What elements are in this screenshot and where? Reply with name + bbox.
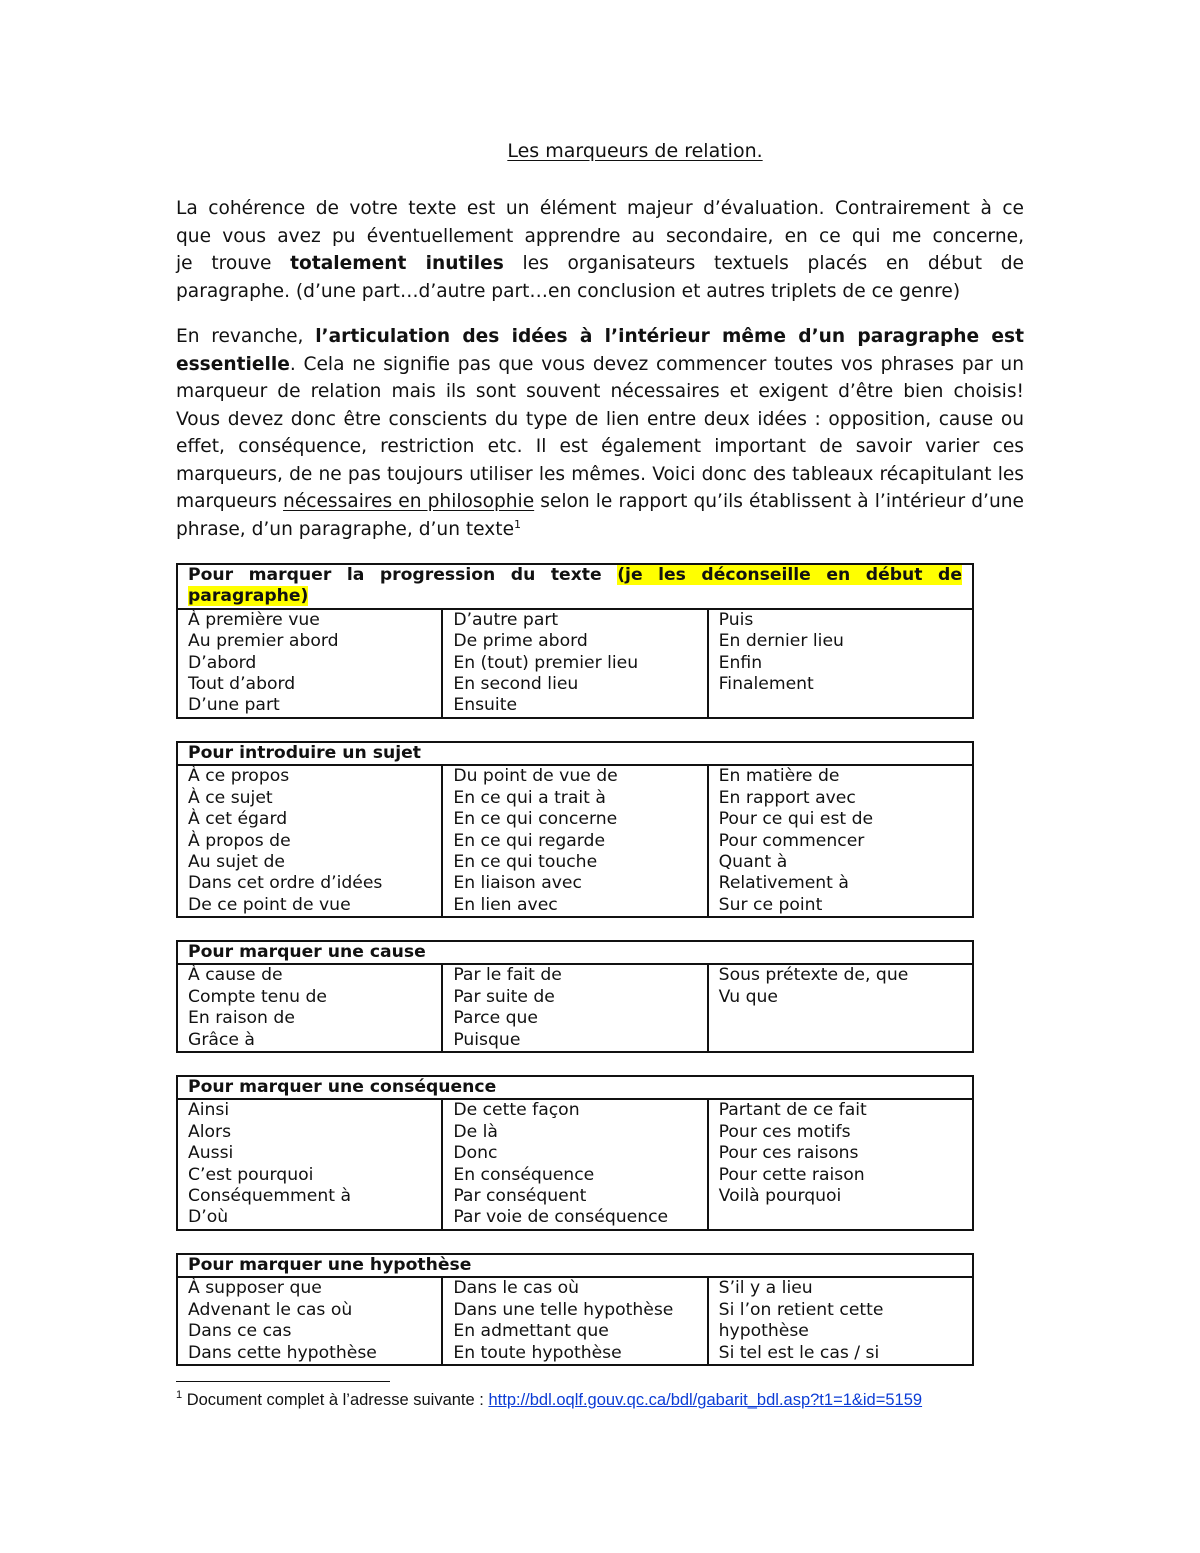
articulation-intro: En revanche, [176,326,304,347]
header-highlight: (je les déconseille en début de paragraphe) [188,565,962,607]
marker-item: S’il y a lieu [718,1278,813,1299]
marker-item: C’est pourquoi [188,1164,314,1185]
table-cause [176,940,974,1053]
marker-item: À supposer que [188,1278,322,1299]
footnote-link[interactable]: http://bdl.oqlf.gouv.qc.ca/bdl/gabarit_bdl.asp?t1=1&id=5159 [488,1391,923,1409]
marker-item: À propos de [188,830,291,851]
table-column [442,1277,707,1365]
marker-item: D’où [188,1207,229,1228]
marker-item: En ce qui touche [453,852,598,873]
table-header [177,564,973,609]
marker-item: Donc [453,1143,498,1164]
marker-item: Sur ce point [718,894,823,915]
marker-item: Au premier abord [188,631,339,652]
table-header: Pour marquer une hypothèse [177,1254,973,1277]
table-header: Pour introduire un sujet [177,742,973,765]
marker-item: En ce qui concerne [453,809,618,830]
table-column [708,1277,973,1365]
table-column [442,964,707,1052]
marker-item: À première vue [188,609,320,630]
marker-item: Ainsi [188,1100,230,1121]
marker-item: Finalement [718,674,814,695]
marker-item: En lien avec [453,894,558,915]
marker-item: Pour cette raison [718,1164,865,1185]
intro-paragraph [176,195,1024,305]
table-column [177,765,442,917]
table-column [177,1277,442,1365]
marker-item: Dans cette hypothèse [188,1342,377,1363]
table-hypothesis [176,1253,974,1366]
marker-item: Si tel est le cas / si [718,1342,880,1363]
articulation-body: . Cela ne signifie pas que vous devez commencer toutes vos phrases par un marqueur de relation mais ils sont souvent nécessaires et exigent d’être bien choisis! Vous devez donc être conscients du type de lien entre deux idées : opposition, cause ou effet, conséquence, restriction etc. Il est également important de savoir varier ces marqueurs, de ne pas toujours utiliser les mêmes. Voici donc des tableaux récapitulant les marqueurs [176,353,1024,512]
marker-item: D’une part [188,695,280,716]
marker-item: Parce que [453,1008,539,1029]
footnote-separator [176,1381,390,1382]
marker-item: Pour ces raisons [718,1143,859,1164]
marker-item: De cette façon [453,1100,580,1121]
marker-item: En ce qui regarde [453,830,606,851]
table-column [177,964,442,1052]
marker-item: Vu que [718,986,778,1007]
table-column [442,765,707,917]
marker-item: Pour commencer [718,830,865,851]
marker-item: Au sujet de [188,852,285,873]
marker-item: En (tout) premier lieu [453,652,639,673]
marker-item: Relativement à [718,873,849,894]
intro-line-4: paragraphe. (d’une part…d’autre part…en conclusion et autres triplets de ce genre) [176,280,961,302]
marker-item: Dans une telle hypothèse [453,1299,674,1320]
marker-item: En raison de [188,1008,295,1029]
table-header-text: Pour marquer la progression du texte [188,565,602,585]
table-column [442,609,707,718]
footnote-number: 1 [176,1389,183,1401]
table-header: Pour marquer une conséquence [177,1076,973,1099]
table-column [177,609,442,718]
table-column [708,609,973,718]
marker-item: Grâce à [188,1029,255,1050]
marker-item: En matière de [718,766,840,787]
marker-item: Pour ces motifs [718,1121,851,1142]
marker-item: Par voie de conséquence [453,1207,669,1228]
intro-line-1: La cohérence de votre texte est un élément majeur d’évaluation. Contrairement à ce [176,198,1024,219]
marker-item: Conséquemment à [188,1186,352,1207]
intro-line-2: que vous avez pu éventuellement apprendre au secondaire, en ce qui me concerne, [176,225,1024,247]
intro-line-3 [176,250,1024,278]
marker-item: Tout d’abord [188,674,296,695]
marker-item: Sous prétexte de, que [718,965,909,986]
articulation-text [176,323,1024,543]
table-column [442,1099,707,1229]
marker-item: En dernier lieu [718,631,844,652]
marker-item: Du point de vue de [453,766,618,787]
page-title: Les marqueurs de relation. [507,140,763,162]
marker-item: D’abord [188,652,257,673]
table-progression [176,563,974,719]
articulation-end: selon le rapport qu’ils établissent à l’intérieur d’une phrase, d’un paragraphe, d’un texte [176,491,1024,540]
table-column [177,1099,442,1229]
marker-item: Par conséquent [453,1186,587,1207]
marker-item: Quant à [718,852,788,873]
marker-item: Dans ce cas [188,1321,292,1342]
marker-item: À cause de [188,965,283,986]
marker-item: À ce propos [188,766,290,787]
marker-item: En ce qui a trait à [453,787,606,808]
marker-item: Si l’on retient cette [718,1299,884,1320]
marker-item: Advenant le cas où [188,1299,353,1320]
marker-item: En admettant que [453,1321,609,1342]
intro-line-3-start: je trouve [176,253,272,274]
marker-item: En conséquence [453,1164,595,1185]
marker-item: Dans cet ordre d’idées [188,873,383,894]
marker-item: En toute hypothèse [453,1342,622,1363]
marker-item: Puisque [453,1029,521,1050]
marker-item: Dans le cas où [453,1278,580,1299]
marker-item: Alors [188,1121,232,1142]
marker-item [719,695,962,716]
marker-item: À cet égard [188,809,288,830]
intro-emphasis: totalement inutiles [290,253,504,274]
marker-item: De prime abord [453,631,588,652]
marker-item: Aussi [188,1143,234,1164]
marker-item: Par le fait de [453,965,562,986]
intro-line-3-end: les organisateurs textuels placés en début de [522,253,1024,274]
table-header: Pour marquer une cause [177,941,973,964]
marker-item: Voilà pourquoi [718,1186,842,1207]
marker-item: Ensuite [453,695,518,716]
articulation-emphasis: l’articulation des idées à l’intérieur même d’un paragraphe est essentielle [176,326,1024,375]
marker-item: Puis [718,609,754,630]
marker-item: En second lieu [453,674,579,695]
footnote [176,1388,922,1412]
marker-item: Partant de ce fait [718,1100,867,1121]
marker-item: En rapport avec [718,787,856,808]
marker-item: Enfin [718,652,763,673]
marker-item: hypothèse [718,1321,809,1342]
underlined-phrase: nécessaires en philosophie [283,491,535,512]
marker-item: À ce sujet [188,787,273,808]
marker-item: En liaison avec [453,873,582,894]
table-column [708,964,973,1052]
articulation-paragraph [176,323,1024,543]
marker-item: Pour ce qui est de [718,809,874,830]
table-introduction [176,741,974,918]
table-column [708,1099,973,1229]
table-column [708,765,973,917]
marker-item: Par suite de [453,986,555,1007]
marker-item: D’autre part [453,609,559,630]
table-consequence [176,1075,974,1231]
marker-item: De ce point de vue [188,894,351,915]
marker-item: Compte tenu de [188,986,327,1007]
footnote-reference: 1 [514,517,522,531]
footnote-text: Document complet à l’adresse suivante : [186,1391,484,1409]
marker-item: De là [453,1121,498,1142]
